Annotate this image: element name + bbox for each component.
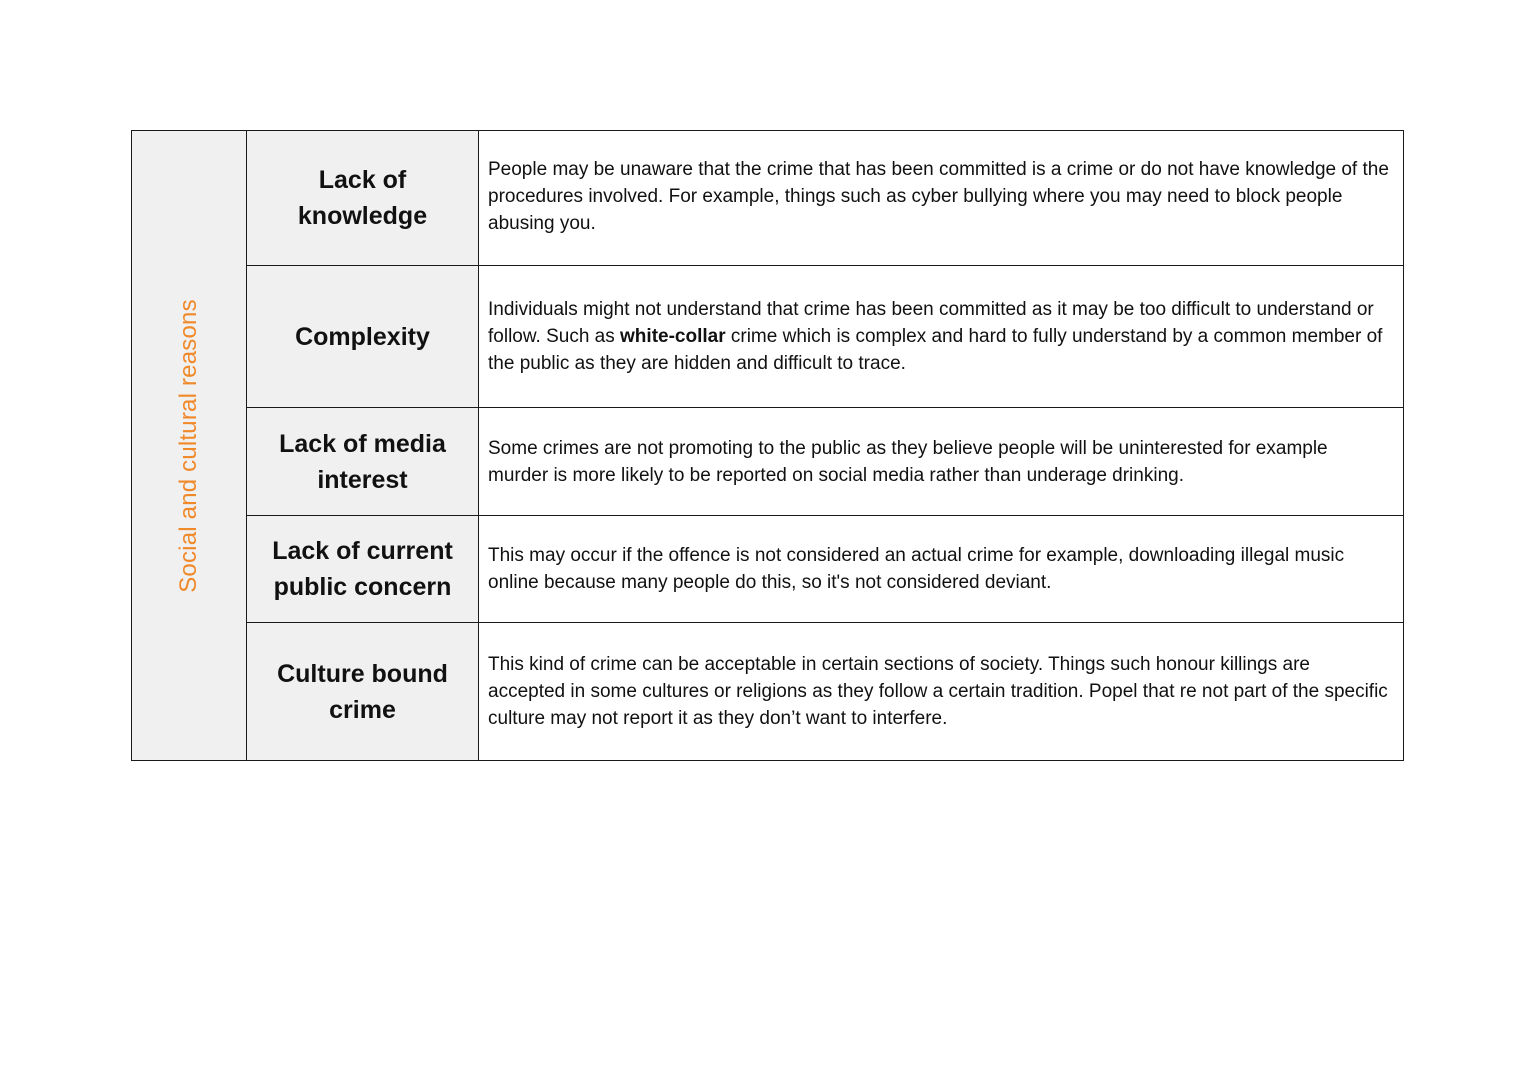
description-cell-lack-of-knowledge [479,131,1403,266]
term-label [279,426,446,498]
term-line-2: interest [317,465,408,494]
term-line-1: Lack of current [272,537,453,565]
term-cell-complexity [247,266,479,408]
term-cell-lack-of-current-public-concern [247,516,479,623]
description-text-bold: white-collar [620,326,726,347]
description-cell-complexity [479,266,1403,408]
term-cell-lack-of-knowledge [247,131,479,266]
category-cell [132,131,247,760]
term-line-2: public concern [273,573,452,601]
term-cell-culture-bound-crime [247,623,479,760]
description-text-before: Individuals might not understand that crime has been committed as it may be too difficult to understand or follow. Such as [488,299,1374,347]
term-label [295,319,430,355]
description-text: Some crimes are not promoting to the public as they believe people will be uninterested for example murder is more likely to be reported on social media rather than underage drinking. [488,437,1328,486]
description-text: This kind of crime can be acceptable in certain sections of society. Things such honour killings are accepted in some cultures or religions as they follow a certain tradition. Popel that re not part of the specific culture may not report it as they don’t want to interfere. [488,654,1388,729]
term-line-1: Complexity [295,322,430,351]
term-line-1: Lack of [318,166,407,194]
description-text: People may be unaware that the crime that has been committed is a crime or do not have knowledge of the procedures involved. For example, things such as cyber bullying where you may need to block people abusing you. [488,158,1389,234]
term-label [277,656,448,728]
description-cell-lack-of-current-public-concern [479,516,1403,623]
description-text-after: crime which is complex and hard to fully understand by a common member of the public as they are hidden and difficult to trace. [488,326,1383,374]
term-cell-lack-of-media-interest [247,408,479,516]
category-label: Social and cultural reasons [175,298,202,593]
term-label [298,162,427,234]
description-text [488,296,1391,377]
term-line-1: Culture bound [277,659,448,688]
description-cell-culture-bound-crime [479,623,1403,760]
reasons-table [131,130,1404,761]
term-label [272,533,453,605]
description-text: This may occur if the offence is not considered an actual crime for example, downloading illegal music online because many people do this, so it's not considered deviant. [488,545,1345,593]
term-line-2: crime [329,695,396,724]
term-line-2: knowledge [297,202,428,230]
term-line-1: Lack of media [279,429,446,458]
description-cell-lack-of-media-interest [479,408,1403,516]
